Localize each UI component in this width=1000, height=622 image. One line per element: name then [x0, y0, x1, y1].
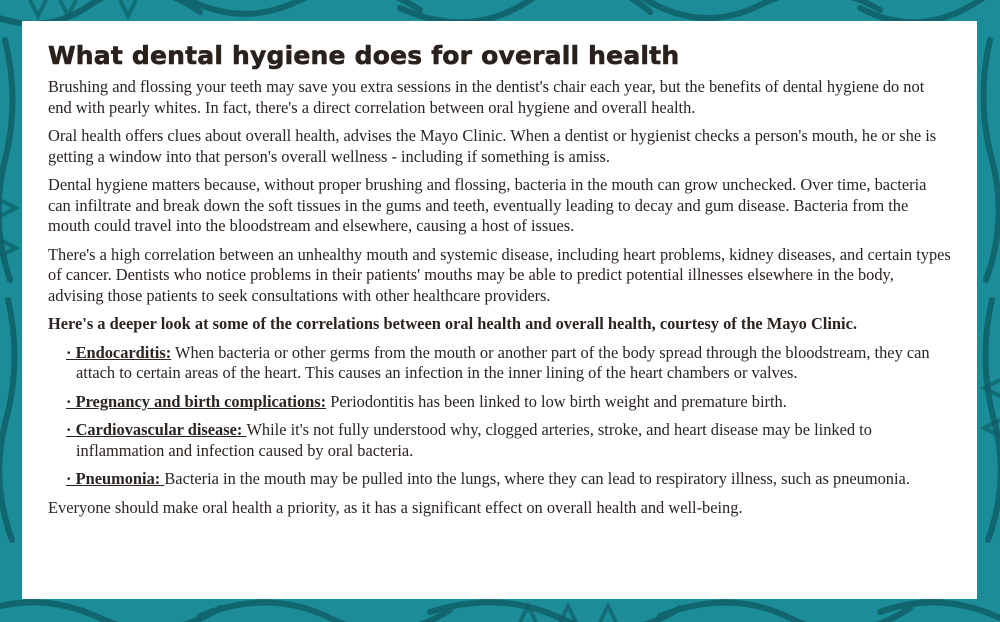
bullet-text: When bacteria or other germs from the mouth or another part of the body spread through the bloodstream, they can attach to certain areas of the heart. This causes an infection in the inner lining of the heart chambers or valves. — [76, 342, 930, 382]
list-item-cardiovascular — [66, 420, 951, 461]
bullet-text: Bacteria in the mouth may be pulled into the lungs, where they can lead to respiratory illness, such as pneumonia. — [164, 469, 910, 488]
article-title: What dental hygiene does for overall health — [48, 41, 680, 70]
bullet-term: · Pregnancy and birth complications: — [66, 391, 327, 411]
bacteria-paragraph: Dental hygiene matters because, without proper brushing and flossing, bacteria in the mouth can grow unchecked. Over time, bacteria can infiltrate and break down the soft tissues in the gums and teeth, eventually leading to decay and gum disease. Bacteria from the mouth could travel into the bloodstream and elsewhere, causing a host of issues. — [48, 175, 927, 235]
list-item-pregnancy — [66, 392, 951, 413]
bullet-text: Periodontitis has been linked to low birth weight and premature birth. — [326, 391, 787, 411]
bullet-term: · Endocarditis: — [66, 342, 172, 362]
bullet-term: · Pneumonia: — [66, 469, 165, 488]
lead-in-paragraph: Here's a deeper look at some of the correlations between oral health and overall health, courtesy of the Mayo Clinic. — [48, 314, 857, 333]
closing-paragraph: Everyone should make oral health a priority, as it has a significant effect on overall health and well-being. — [48, 497, 743, 517]
correlations-list — [48, 343, 951, 490]
article-card — [22, 21, 977, 599]
intro-paragraph: Brushing and flossing your teeth may save you extra sessions in the dentist's chair each year, but the benefits of dental hygiene do not end with pearly whites. In fact, there's a direct correlation between oral hygiene and overall health. — [48, 77, 925, 117]
list-item-endocarditis — [66, 343, 951, 384]
bullet-text: While it's not fully understood why, clogged arteries, stroke, and heart disease may be linked to inflammation and infection caused by oral bacteria. — [76, 420, 872, 460]
bullet-term: · Cardiovascular disease: — [66, 420, 247, 439]
systemic-disease-paragraph: There's a high correlation between an unhealthy mouth and systemic disease, including heart problems, kidney diseases, and certain types of cancer. Dentists who notice problems in their patients' mouths may be able to predict potential illnesses elsewhere in the body, advising those patients to seek consultations with other healthcare providers. — [48, 244, 951, 305]
mayo-clinic-paragraph: Oral health offers clues about overall health, advises the Mayo Clinic. When a dentist or hygienist checks a person's mouth, he or she is getting a window into that person's overall wellness - including if something is amiss. — [48, 126, 937, 166]
list-item-pneumonia — [66, 469, 951, 490]
